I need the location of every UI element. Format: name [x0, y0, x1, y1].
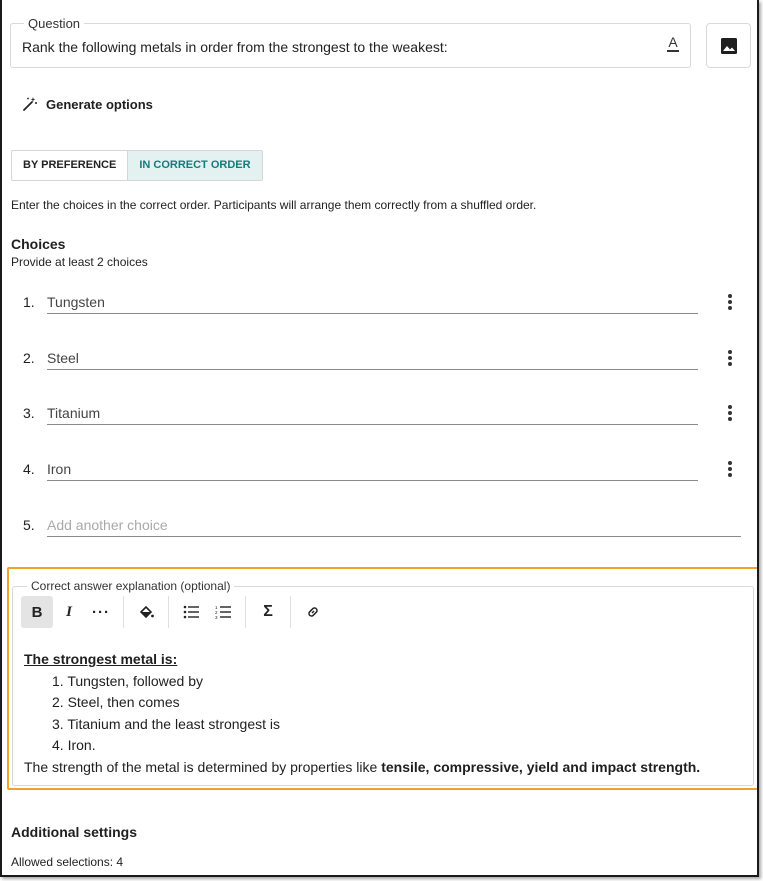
choice-input[interactable]: Iron — [47, 459, 698, 481]
bold-icon[interactable]: B — [21, 596, 53, 628]
more-icon[interactable]: ··· — [92, 603, 110, 621]
numbered-list-icon[interactable] — [207, 596, 239, 628]
choice-number: 1. — [23, 294, 35, 310]
more-vertical-icon[interactable] — [728, 405, 732, 421]
question-field[interactable] — [10, 16, 691, 68]
list-item: 1. Tungsten, followed by — [52, 672, 203, 689]
editor-toolbar — [21, 595, 329, 629]
choices-subtitle: Provide at least 2 choices — [11, 255, 148, 269]
answer-mode-toggle[interactable] — [11, 150, 263, 181]
svg-text:1: 1 — [215, 605, 218, 610]
question-legend: Question — [24, 16, 84, 32]
bullet-list-icon[interactable] — [175, 596, 207, 628]
explanation-editor[interactable] — [12, 579, 754, 786]
choice-number: 3. — [23, 405, 35, 421]
choices-title: Choices — [11, 236, 66, 252]
explanation-body — [24, 757, 700, 779]
choice-input[interactable]: Titanium — [47, 403, 698, 425]
choice-row — [2, 403, 759, 433]
choice-input[interactable]: Tungsten — [47, 292, 698, 314]
add-image-button[interactable] — [706, 23, 751, 68]
explanation-highlight — [7, 567, 759, 790]
list-item: 4. Iron. — [52, 737, 96, 753]
choice-number: 5. — [23, 517, 35, 533]
by-preference-option[interactable]: BY PREFERENCE — [23, 159, 117, 171]
more-vertical-icon[interactable] — [728, 350, 732, 366]
add-choice-row — [2, 515, 759, 545]
question-text[interactable]: Rank the following metals in order from the strongest to the weakest: — [22, 39, 448, 55]
explanation-content[interactable] — [24, 649, 700, 778]
magic-wand-icon — [22, 96, 38, 112]
allowed-selections-text: Allowed selections: 4 — [11, 855, 124, 869]
body-text: The strength of the metal is determined by properties like — [24, 758, 382, 775]
list-item: 3. Titanium and the least strongest is — [52, 715, 281, 732]
choice-number: 4. — [23, 461, 35, 477]
generate-options-label: Generate options — [46, 96, 153, 112]
svg-text:3: 3 — [215, 615, 218, 619]
link-icon[interactable] — [297, 596, 329, 628]
choice-input[interactable]: Steel — [47, 348, 698, 370]
svg-text:2: 2 — [215, 610, 218, 615]
mode-hint-text: Enter the choices in the correct order. Participants will arrange them correctly from a shuffled order. — [11, 198, 537, 212]
explanation-list — [24, 671, 700, 757]
in-correct-order-option[interactable]: IN CORRECT ORDER — [127, 151, 261, 180]
choice-row — [2, 292, 759, 322]
body-bold-text: tensile, compressive, yield and impact strength. — [381, 758, 701, 775]
add-choice-input[interactable]: Add another choice — [47, 515, 741, 537]
sigma-icon[interactable]: Σ — [263, 603, 273, 620]
explanation-heading: The strongest metal is: — [24, 651, 178, 667]
choice-row — [2, 348, 759, 378]
image-icon — [720, 37, 738, 55]
additional-settings-title: Additional settings — [11, 824, 137, 840]
more-vertical-icon[interactable] — [728, 294, 732, 310]
fill-color-icon[interactable] — [130, 596, 162, 628]
more-vertical-icon[interactable] — [728, 461, 732, 477]
italic-icon[interactable]: I — [66, 603, 72, 620]
list-item: 2. Steel, then comes — [52, 694, 180, 710]
generate-options-button[interactable] — [22, 96, 153, 112]
choice-number: 2. — [23, 350, 35, 366]
explanation-legend: Correct answer explanation (optional) — [27, 578, 234, 594]
text-format-icon[interactable]: A — [668, 34, 678, 50]
choice-row — [2, 459, 759, 489]
